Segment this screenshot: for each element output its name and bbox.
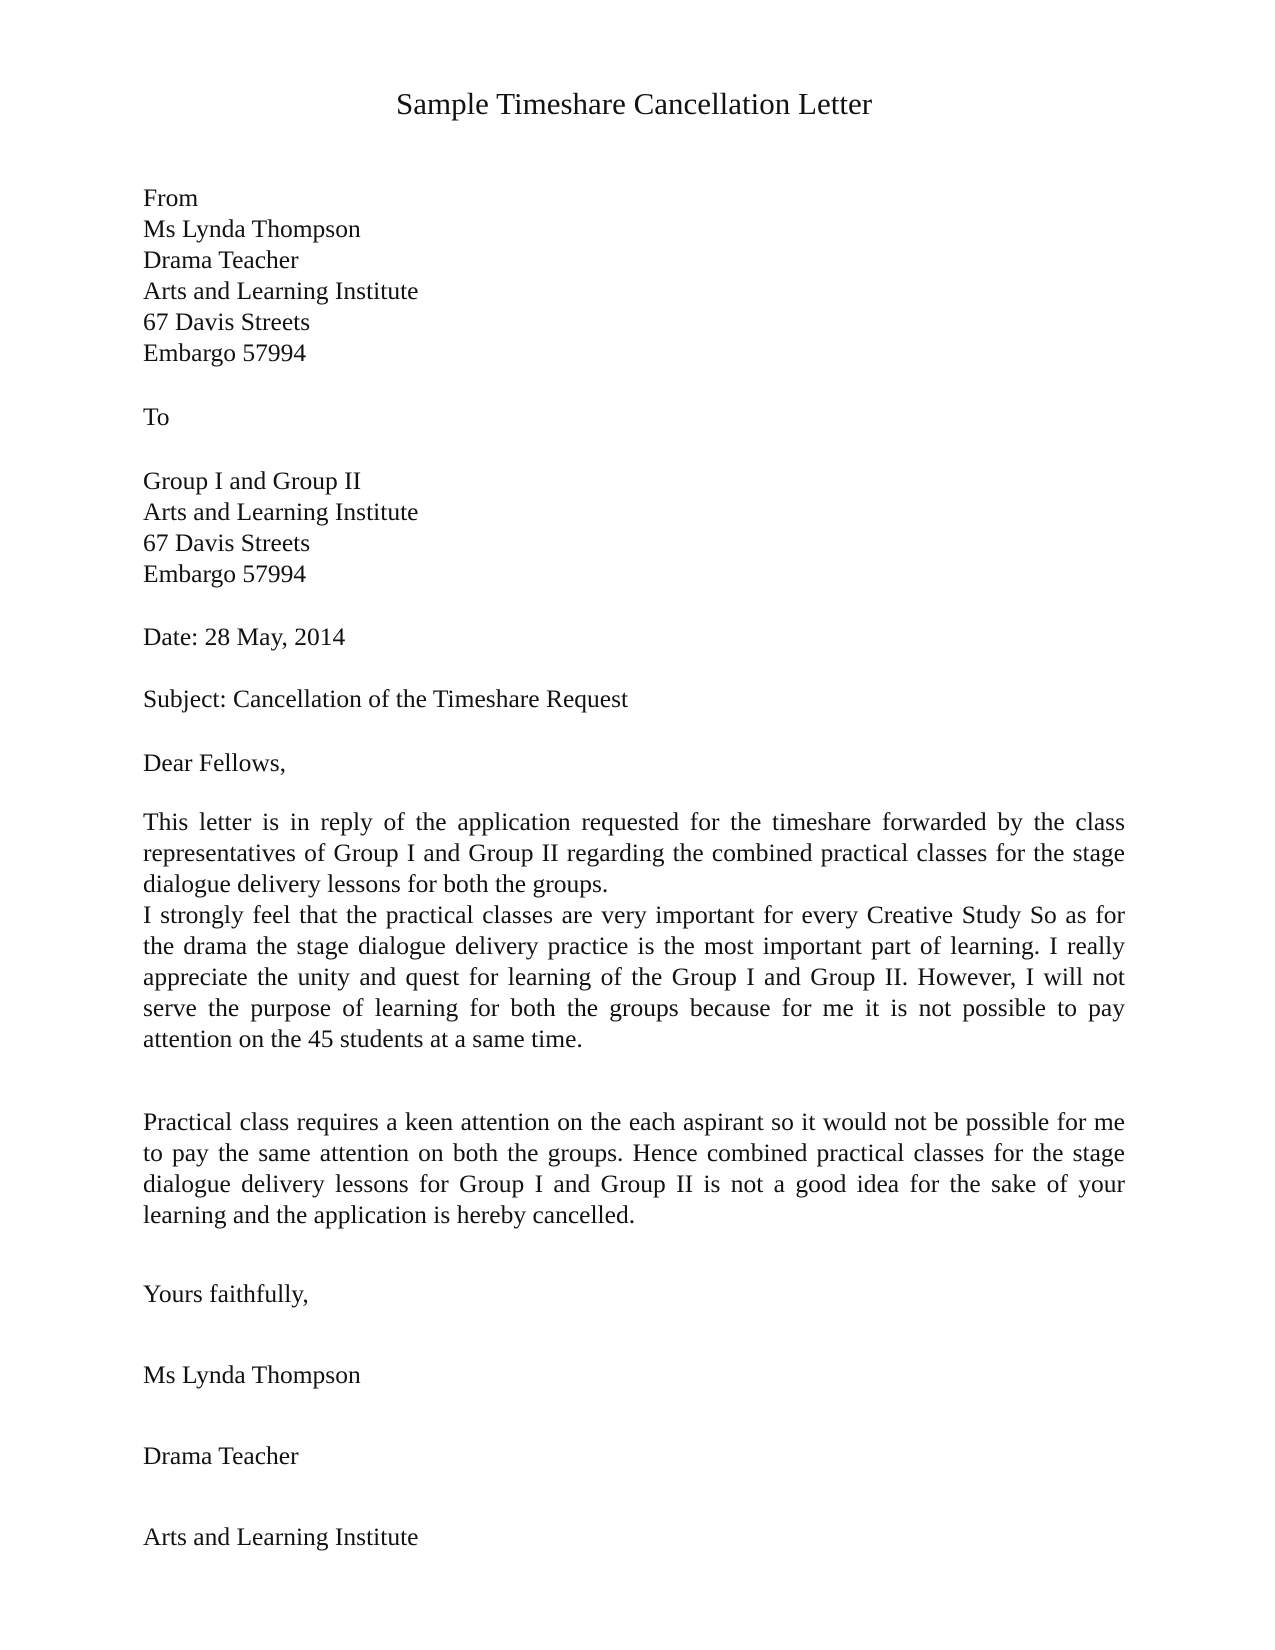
recipient-street: 67 Davis Streets <box>143 528 311 557</box>
subject-line: Subject: Cancellation of the Timeshare Request <box>143 684 629 713</box>
letter-title: Sample Timeshare Cancellation Letter <box>395 86 873 121</box>
sender-street: 67 Davis Streets <box>143 307 311 336</box>
from-label: From <box>143 183 199 212</box>
recipient-organization: Arts and Learning Institute <box>143 497 419 526</box>
recipient-city: Embargo 57994 <box>143 559 307 588</box>
salutation: Dear Fellows, <box>143 748 287 777</box>
date-line: Date: 28 May, 2014 <box>143 622 346 651</box>
paragraph-spacer <box>143 1054 1125 1106</box>
closing: Yours faithfully, <box>143 1279 309 1308</box>
to-label: To <box>143 402 170 431</box>
signature-organization: Arts and Learning Institute <box>143 1522 419 1551</box>
body-paragraph-1: This letter is in reply of the application requested for the timeshare forwarded by the class representatives of Group I and Group II regarding the combined practical classes for the stage dialogue delivery lessons for both the groups. <box>143 807 1125 898</box>
sender-organization: Arts and Learning Institute <box>143 276 419 305</box>
signature-name: Ms Lynda Thompson <box>143 1360 361 1389</box>
sender-name: Ms Lynda Thompson <box>143 214 361 243</box>
sender-block <box>143 182 1125 368</box>
sender-role: Drama Teacher <box>143 245 299 274</box>
sender-city: Embargo 57994 <box>143 338 307 367</box>
body-paragraph-3: Practical class requires a keen attention on the each aspirant so it would not be possible for me to pay the same attention on both the groups. Hence combined practical classes for the stage dialogue delivery lessons for Group I and Group II is not a good idea for the sake of your learning and the application is hereby cancelled. <box>143 1107 1125 1229</box>
body-paragraph-2: I strongly feel that the practical classes are very important for every Creative Study So as for the drama the stage dialogue delivery practice is the most important part of learning. I really appreciate the unity and quest for learning of the Group I and Group II. However, I will not serve the purpose of learning for both the groups because for me it is not possible to pay attention on the 45 students at a same time. <box>143 900 1125 1053</box>
signature-role: Drama Teacher <box>143 1441 299 1470</box>
recipient-block <box>143 401 1125 589</box>
recipient-group: Group I and Group II <box>143 466 362 495</box>
